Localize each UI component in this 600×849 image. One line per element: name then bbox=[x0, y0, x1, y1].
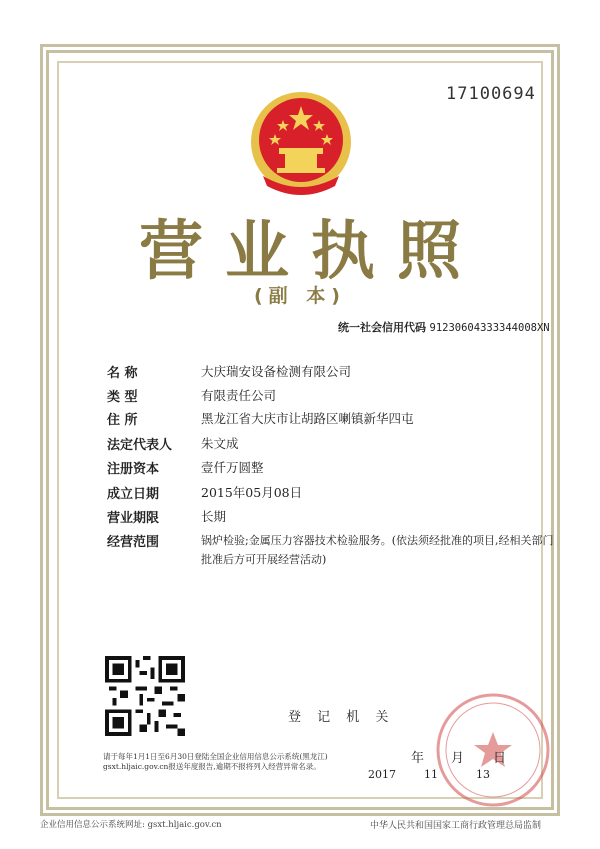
document-title: 营业执照 bbox=[139, 215, 483, 289]
field-value-type: 有限责任公司 bbox=[201, 388, 277, 403]
day-label: 日 bbox=[493, 751, 507, 766]
field-label-text: 名 称 bbox=[107, 366, 138, 381]
field-label-text: 注册资本 bbox=[107, 462, 160, 477]
field-value-established: 2015年05月08日 bbox=[201, 485, 303, 500]
field-label-text: 成立日期 bbox=[107, 487, 160, 502]
year-label: 年 bbox=[411, 751, 425, 766]
field-label-legal-rep bbox=[107, 434, 187, 453]
national-emblem-icon bbox=[249, 86, 353, 198]
field-label-scope bbox=[107, 531, 187, 550]
document-subtitle: (副 本) bbox=[254, 285, 346, 307]
field-label-name bbox=[107, 362, 187, 381]
registry-authority: 登 记 机 关 bbox=[288, 710, 395, 725]
field-label-text: 类 型 bbox=[107, 390, 138, 405]
footer-issuer: 中华人民共和国国家工商行政管理总局监制 bbox=[370, 821, 542, 831]
issue-month: 11 bbox=[424, 768, 438, 781]
month-label: 月 bbox=[451, 751, 465, 766]
field-value-term: 长期 bbox=[201, 509, 227, 524]
field-label-term bbox=[107, 507, 187, 526]
credit-code bbox=[338, 319, 550, 335]
field-label-text: 经营范围 bbox=[107, 535, 160, 550]
field-value-address: 黑龙江省大庆市让胡路区喇镇新华四屯 bbox=[201, 411, 414, 426]
field-label-type bbox=[107, 386, 187, 405]
issue-day: 13 bbox=[476, 768, 490, 781]
serial-number: 17100694 bbox=[446, 84, 536, 104]
field-label-established bbox=[107, 483, 187, 502]
field-value-capital: 壹仟万圆整 bbox=[201, 460, 264, 475]
annual-report-notice: 请于每年1月1日至6月30日登陆全国企业信用信息公示系统(黑龙江) gsxt.hljaic.gov.cn报送年度报告,逾期不报将列入经营异常名录。 bbox=[103, 752, 328, 771]
qr-code-icon bbox=[105, 656, 185, 736]
issue-year: 2017 bbox=[368, 768, 396, 781]
credit-code-label: 统一社会信用代码 bbox=[338, 321, 426, 334]
field-label-address bbox=[107, 409, 187, 428]
field-label-text: 营业期限 bbox=[107, 511, 160, 526]
footer-website: 企业信用信息公示系统网址: gsxt.hljaic.gov.cn bbox=[40, 820, 222, 830]
field-value-name: 大庆瑞安设备检测有限公司 bbox=[201, 364, 352, 379]
field-value-scope: 锅炉检验;金属压力容器技术检验服务。(依法须经批准的项目,经相关部门批准后方可开展经营活动) bbox=[201, 534, 554, 566]
field-value-legal-rep: 朱文成 bbox=[201, 436, 239, 451]
field-label-capital bbox=[107, 458, 187, 477]
field-label-text: 法定代表人 bbox=[107, 438, 173, 453]
field-label-text: 住 所 bbox=[107, 413, 138, 428]
credit-code-value: 91230604333344008XN bbox=[429, 322, 550, 334]
